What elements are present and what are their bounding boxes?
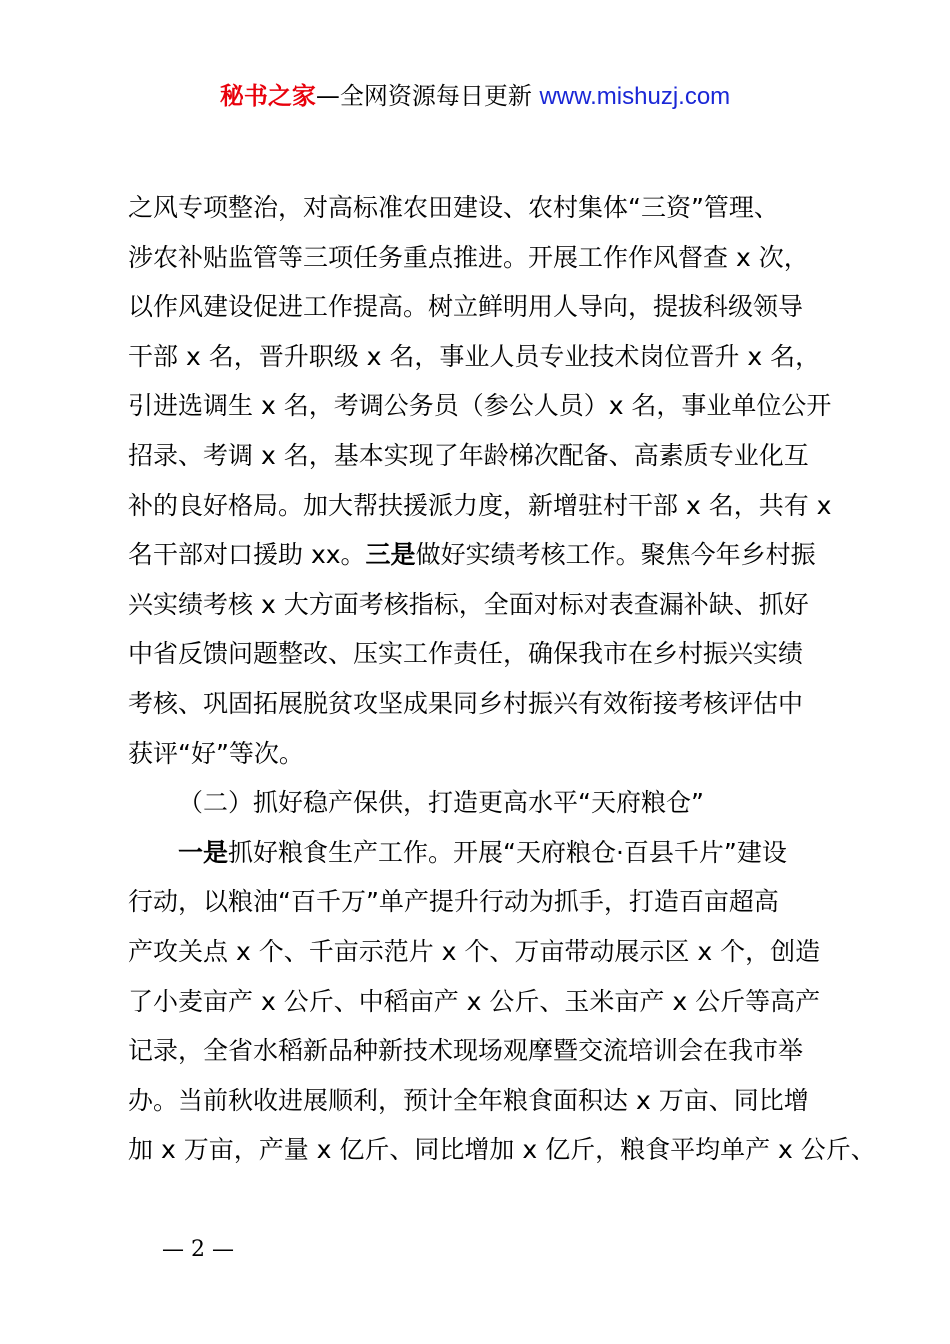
text-line: 干部 x 名，晋升职级 x 名，事业人员专业技术岗位晋升 x 名， — [128, 341, 821, 371]
text-line: 办。当前秋收进展顺利，预计全年粮食面积达 x 万亩、同比增 — [128, 1085, 809, 1115]
text-line: 引进选调生 x 名，考调公务员（参公人员）x 名，事业单位公开 — [128, 391, 832, 421]
text-line: 了小麦亩产 x 公斤、中稻亩产 x 公斤、玉米亩产 x 公斤等高产 — [128, 986, 821, 1016]
text-segment: 做好实绩考核工作。聚焦今年乡村振 — [415, 540, 816, 570]
bold-lead: 一是 — [178, 837, 229, 867]
text-line: 行动，以粮油“百千万”单产提升行动为抓手，打造百亩超高 — [128, 887, 779, 917]
text-line: 获评“好”等次。 — [128, 738, 304, 768]
text-line: 涉农补贴监管等三项任务重点推进。开展工作作风督查 x 次， — [128, 242, 809, 272]
text-segment: 抓好粮食生产工作。开展“天府粮仓·百县千片”建设 — [228, 837, 787, 867]
text-line: 加 x 万亩，产量 x 亿斤、同比增加 x 亿斤，粮食平均单产 x 公斤、 — [128, 1135, 876, 1165]
text-line — [128, 530, 834, 580]
header-tagline: —全网资源每日更新 — [315, 82, 540, 110]
text-line: 之风专项整治，对高标准农田建设、农村集体“三资”管理、 — [128, 193, 779, 222]
site-header — [0, 80, 950, 113]
brand-name: 秘书之家 — [219, 82, 316, 110]
text-line: 兴实绩考核 x 大方面考核指标，全面对标对表查漏补缺、抓好 — [128, 589, 809, 619]
section-heading: （二）抓好稳产保供，打造更高水平“天府粮仓” — [178, 788, 704, 818]
document-body — [128, 183, 876, 1175]
text-line: 考核、巩固拓展脱贫攻坚成果同乡村振兴有效衔接考核评估中 — [128, 688, 804, 718]
page-number: — 2 — — [162, 1237, 234, 1262]
text-segment: 名干部对口援助 xx。 — [128, 540, 366, 570]
site-url[interactable]: www.mishuzj.com — [539, 83, 731, 110]
text-line: 补的良好格局。加大帮扶援派力度，新增驻村干部 x 名，共有 x — [128, 490, 832, 520]
text-line: 记录，全省水稻新品种新技术现场观摩暨交流培训会在我市举 — [128, 1036, 804, 1066]
bold-lead: 三是 — [365, 540, 416, 570]
text-line: 招录、考调 x 名，基本实现了年龄梯次配备、高素质专业化互 — [128, 440, 809, 470]
text-line — [128, 828, 834, 878]
text-line: 以作风建设促进工作提高。树立鲜明用人导向，提拔科级领导 — [128, 292, 804, 322]
text-line: 中省反馈问题整改、压实工作责任，确保我市在乡村振兴实绩 — [128, 639, 804, 669]
text-line: 产攻关点 x 个、千亩示范片 x 个、万亩带动展示区 x 个，创造 — [128, 936, 821, 966]
